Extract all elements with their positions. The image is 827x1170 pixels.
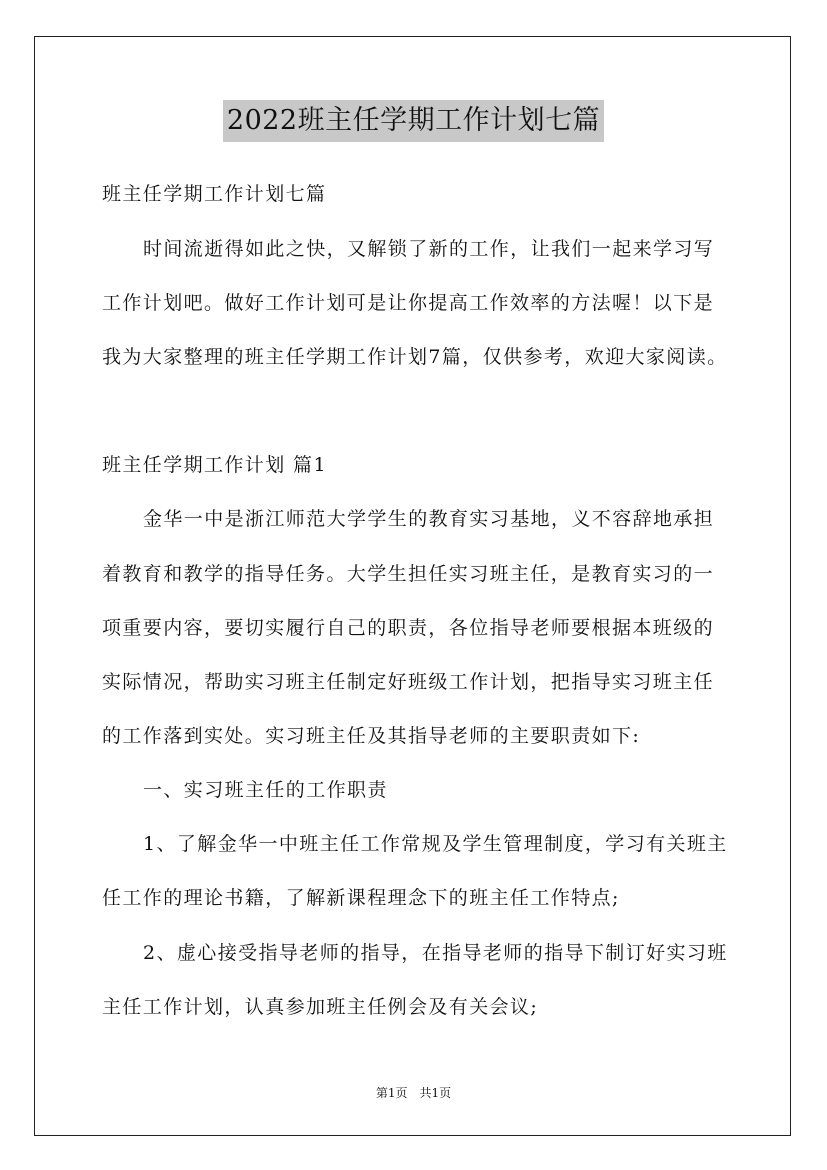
text-line: 的工作落到实处。实习班主任及其指导老师的主要职责如下: [102, 725, 641, 747]
section-heading: 班主任学期工作计划 篇1 [102, 454, 327, 476]
text-line: 项重要内容，要切实履行自己的职责，各位指导老师要根据本班级的 [102, 617, 715, 639]
text-line: 着教育和教学的指导任务。大学生担任实习班主任，是教育实习的一 [102, 563, 715, 585]
text-line: 1、了解金华一中班主任工作常规及学生管理制度，学习有关班主 [143, 833, 728, 855]
page-number: 第1页 共1页 [375, 1086, 452, 1100]
document-title: 2022班主任学期工作计划七篇 [223, 100, 604, 142]
text-line: 金华一中是浙江师范大学学生的教育实习基地，义不容辞地承担 [143, 508, 715, 530]
text-line: 2、虚心接受指导老师的指导，在指导老师的指导下制订好实习班 [143, 942, 728, 964]
text-line: 任工作的理论书籍，了解新课程理念下的班主任工作特点; [102, 887, 620, 909]
text-line: 实际情况，帮助实习班主任制定好班级工作计划，把指导实习班主任 [102, 671, 715, 693]
text-line: 主任工作计划，认真参加班主任例会及有关会议; [102, 996, 539, 1018]
text-line: 我为大家整理的班主任学期工作计划7篇，仅供参考，欢迎大家阅读。 [102, 346, 728, 368]
text-line: 时间流逝得如此之快，又解锁了新的工作，让我们一起来学习写 [143, 238, 715, 260]
document-title-wrapper [0, 100, 827, 142]
text-line: 工作计划吧。做好工作计划可是让你提高工作效率的方法喔！以下是 [102, 292, 715, 314]
subtitle: 班主任学期工作计划七篇 [102, 183, 327, 205]
subsection-heading: 一、实习班主任的工作职责 [143, 779, 388, 801]
